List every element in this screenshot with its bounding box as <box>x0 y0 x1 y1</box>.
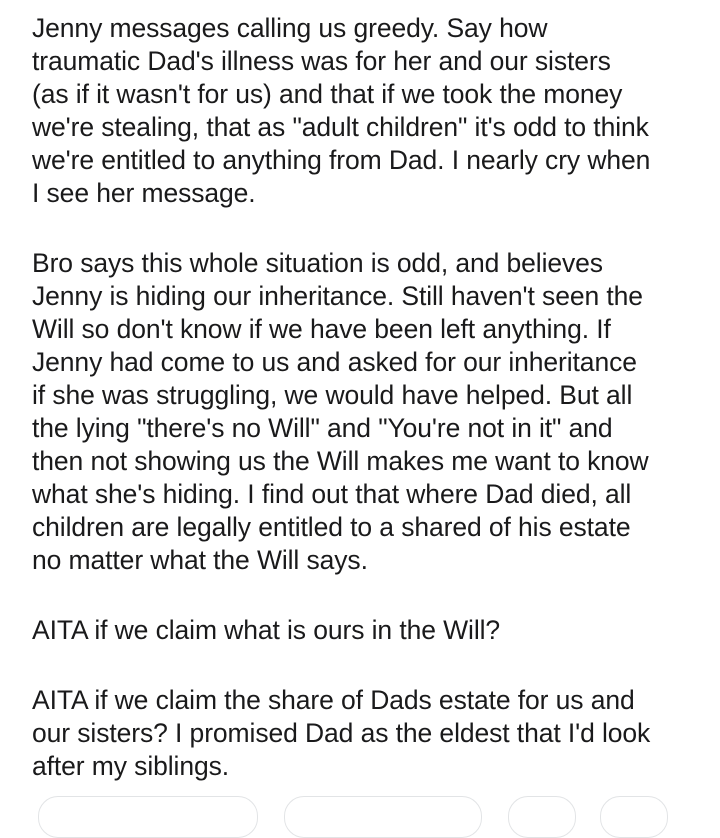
text-line: we're entitled to anything from Dad. I nearly cry when <box>32 145 651 175</box>
post-paragraph-2 <box>32 247 704 577</box>
text-line: what she's hiding. I find out that where Dad died, all <box>32 479 632 509</box>
text-line: children are legally entitled to a shared of his estate <box>32 512 631 542</box>
text-line: AITA if we claim the share of Dads estate for us and <box>32 685 635 715</box>
post-body <box>32 12 704 783</box>
text-line: Jenny had come to us and asked for our inheritance <box>32 347 637 377</box>
text-line: our sisters? I promised Dad as the eldest that I'd look <box>32 718 651 748</box>
text-line: the lying "there's no Will" and "You're not in it" and <box>32 413 613 443</box>
text-line: Will so don't know if we have been left anything. If <box>32 314 611 344</box>
post-paragraph-3 <box>32 614 704 647</box>
post-paragraph-4 <box>32 684 704 783</box>
text-line: AITA if we claim what is ours in the Will? <box>32 615 501 645</box>
comments-button[interactable] <box>284 796 482 838</box>
post-action-bar <box>32 796 720 826</box>
award-button[interactable] <box>508 796 576 838</box>
share-button[interactable] <box>600 796 668 838</box>
text-line: if she was struggling, we would have helped. But all <box>32 380 633 410</box>
vote-button[interactable] <box>38 796 258 838</box>
text-line: traumatic Dad's illness was for her and our sisters <box>32 46 611 76</box>
text-line: we're stealing, that as "adult children" it's odd to think <box>32 112 649 142</box>
text-line: after my siblings. <box>32 751 230 781</box>
text-line: Bro says this whole situation is odd, and believes <box>32 248 603 278</box>
text-line: no matter what the Will says. <box>32 545 368 575</box>
text-line: then not showing us the Will makes me want to know <box>32 446 649 476</box>
text-line: Jenny is hiding our inheritance. Still haven't seen the <box>32 281 643 311</box>
text-line: I see her message. <box>32 178 256 208</box>
post-paragraph-1 <box>32 12 704 210</box>
text-line: Jenny messages calling us greedy. Say how <box>32 13 548 43</box>
text-line: (as if it wasn't for us) and that if we took the money <box>32 79 623 109</box>
